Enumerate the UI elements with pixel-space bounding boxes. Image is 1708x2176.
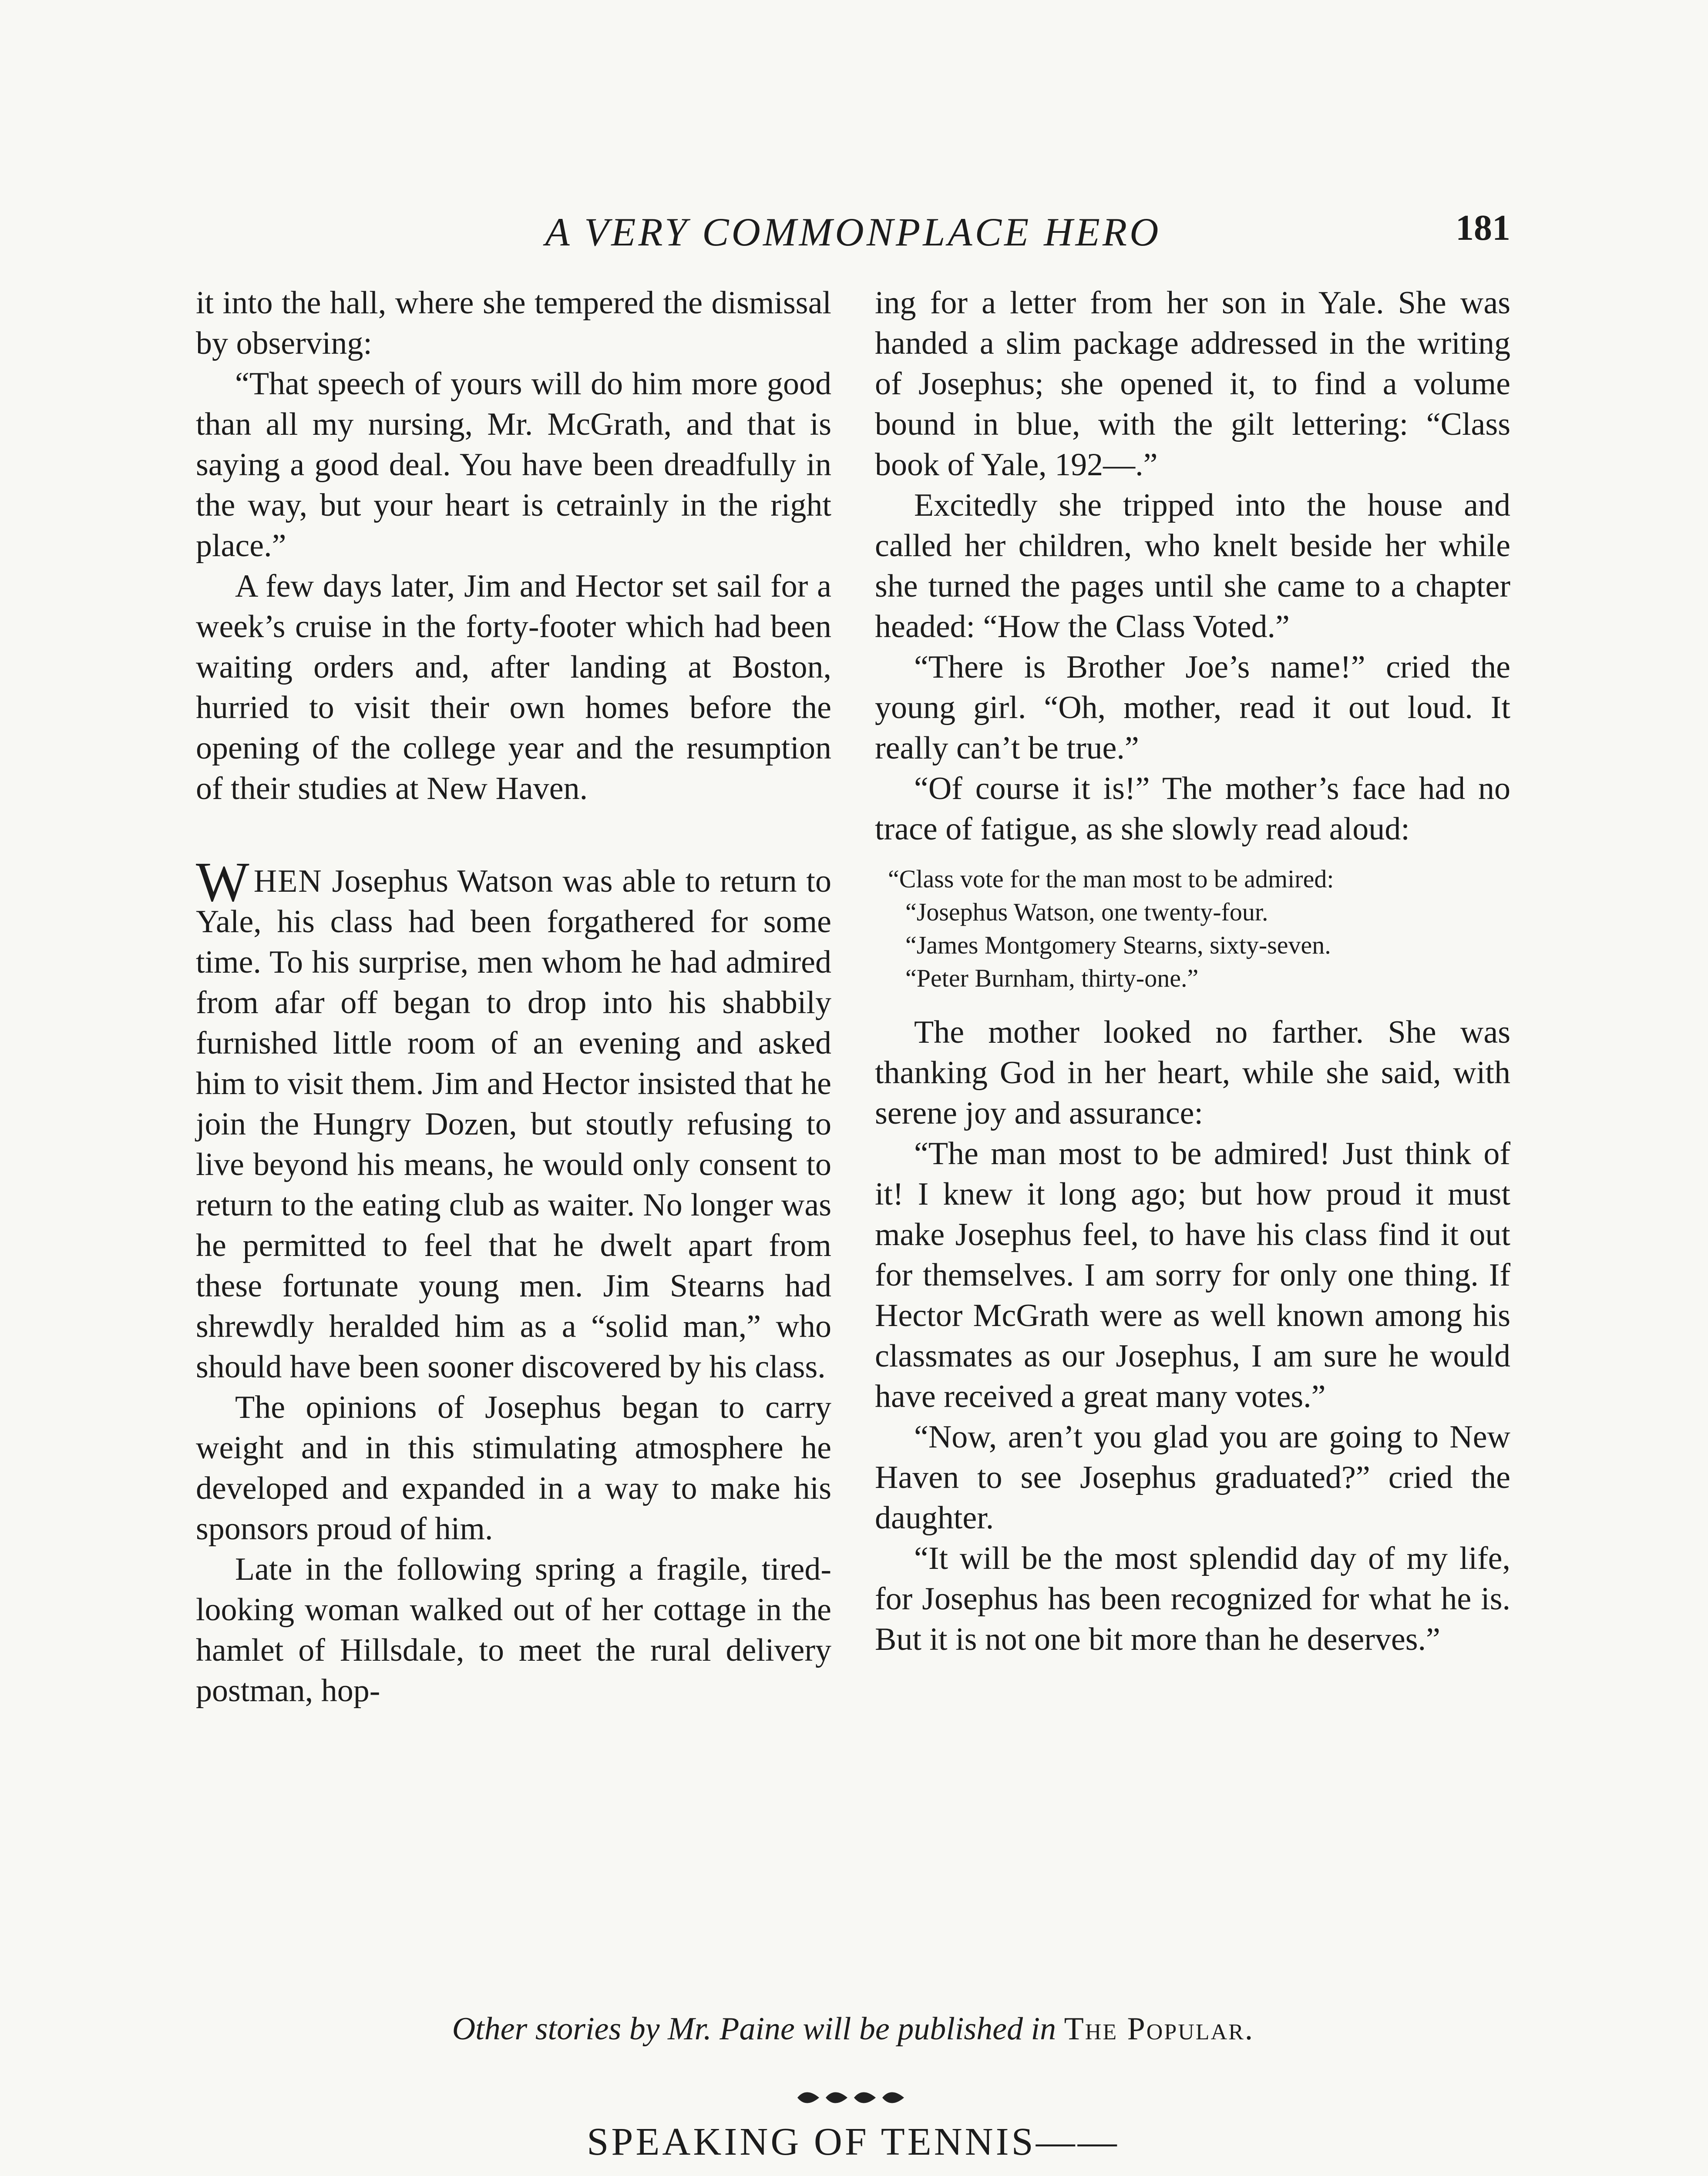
paragraph: it into the hall, where she tempered the dismissal by observing: [196,285,831,361]
section-break [196,809,831,861]
paragraph: Excitedly she tripped into the house and called her children, who knelt beside her while she turned the pages until she came to a chapter headed: “How the Class Voted.” [875,487,1510,645]
paragraph: Late in the following spring a fragile, tired-looking woman walked out of her cottage in the hamlet of Hillsdale, to meet the rural delivery postman, hop- [196,1551,831,1709]
running-head [196,205,1510,261]
paragraph: The mother looked no farther. She was thanking God in her heart, while she said, with serene joy and assurance: [875,1014,1510,1131]
footnote [196,2011,1510,2048]
running-title: A VERY COMMONPLACE HERO [545,210,1161,254]
magazine-name: The Popular. [1064,2011,1254,2047]
leaf-ornament-icon [826,2092,847,2103]
paragraph: ing for a letter from her son in Yale. She was handed a slim package addressed in the writing of Josephus; she opened it, to find a volume bound in blue, with the gilt lettering: “Class book of Yale, 192—.” [875,285,1510,483]
paragraph: A few days later, Jim and Hector set sail for a week’s cruise in the forty-footer which had been waiting orders and, after landing at Boston, hurried to visit their own homes before the opening of the college year and the resumption of their studies at New Haven. [196,568,831,806]
paragraph: “It will be the most splendid day of my life, for Josephus has been recognized for what he is. But it is not one bit more than he deserves.” [875,1541,1510,1657]
paragraph-text: Josephus Watson was able to return to Yale, his class had been forgathered for some time. To his surprise, men whom he had admired from afar off began to drop into his shabbily furnished little room of an evening and asked him to visit them. Jim and Hector insisted that he join the Hungry Dozen, but stoutly refusing to live beyond his means, he would only consent to return to the eating club as waiter. No longer was he permitted to feel that he dwelt apart from these fortunate young men. Jim Stearns had shrewdly heralded him as a “solid man,” who should have been sooner discovered by his class. [196,863,831,1385]
paragraph-dropcap [196,851,831,1387]
page-number: 181 [1456,208,1510,248]
leaf-ornament-icon [797,2092,819,2103]
right-column [875,283,1510,1660]
paragraph: “Of course it is!” The mother’s face had no trace of fatigue, as she slowly read aloud: [875,771,1510,847]
essay-title: SPEAKING OF TENNIS—— [587,2120,1120,2163]
leaf-ornament-icon [882,2092,904,2103]
quote-line: “James Montgomery Stearns, sixty-seven. [905,931,1331,959]
quote-line: “Peter Burnham, thirty-one.” [905,964,1199,992]
leaf-ornament-icon [854,2092,876,2103]
paragraph: “The man most to be admired! Just think of it! I knew it long ago; but how proud it must make Josephus feel, to have his class find it out for themselves. I am sorry for only one thing. If Hector McGrath were as well known among his classmates as our Josephus, I am sure he would have received a great many votes.” [875,1136,1510,1414]
paragraph: “There is Brother Joe’s name!” cried the young girl. “Oh, mother, read it out loud. It really can’t be true.” [875,649,1510,766]
quote-line: “Class vote for the man most to be admired: [888,865,1334,893]
paragraph: “That speech of yours will do him more good than all my nursing, Mr. McGrath, and that is saying a good deal. You have been dreadfully in the way, but your heart is cetrainly in the right place.” [196,366,831,564]
quote-line: “Josephus Watson, one twenty-four. [905,898,1268,926]
class-vote-quote [875,863,1510,995]
footnote-text: Other stories by Mr. Paine will be published in [452,2011,1064,2047]
drop-cap: W [196,851,249,913]
paragraph: The opinions of Josephus began to carry weight and in this stimulating atmosphere he developed and expanded in a way to make his sponsors proud of him. [196,1390,831,1547]
ornament-icon [789,2085,919,2111]
left-column [196,283,831,1711]
paragraph: “Now, aren’t you glad you are going to New Haven to see Josephus graduated?” cried the daughter. [875,1419,1510,1536]
smallcaps-lead: HEN [253,863,323,899]
